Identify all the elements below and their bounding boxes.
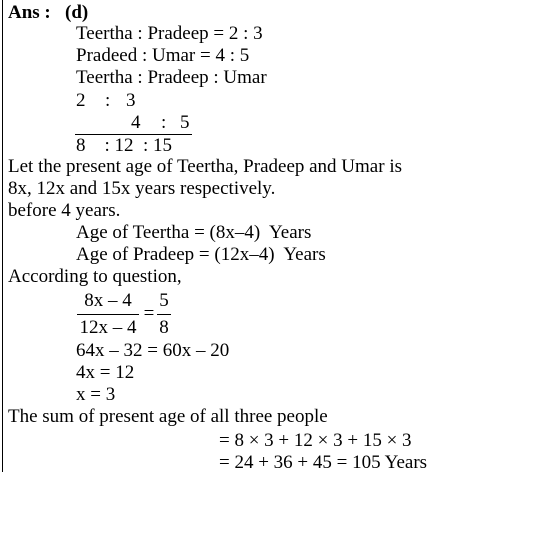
statement-line1: Let the present age of Teertha, Pradeep and Umar is: [8, 156, 402, 177]
rhs-numerator: 5: [159, 290, 169, 311]
sum-calc1: = 8 × 3 + 12 × 3 + 15 × 3: [219, 430, 412, 451]
ratio-teertha-pradeep: Teertha : Pradeep = 2 : 3: [76, 23, 263, 44]
age-teertha: Age of Teertha = (8x–4) Years: [76, 222, 312, 243]
step-2: 4x = 12: [76, 362, 135, 383]
left-margin-rule: [2, 0, 3, 472]
ratio-row2-sep: :: [161, 112, 167, 133]
question-intro: According to question,: [8, 266, 182, 287]
lhs-denominator: 12x – 4: [79, 317, 137, 338]
ratio-row1-b: 3: [126, 90, 136, 111]
step-3: x = 3: [76, 384, 116, 405]
ratio-row2-b: 5: [180, 112, 190, 133]
ratio-row1-sep: :: [105, 90, 111, 111]
ratio-pradeed-umar: Pradeed : Umar = 4 : 5: [76, 45, 250, 66]
lhs-fraction-bar: [77, 314, 139, 315]
answer-option: (d): [65, 2, 89, 23]
step-1: 64x – 32 = 60x – 20: [76, 340, 230, 361]
statement-line2: 8x, 12x and 15x years respectively.: [8, 178, 276, 199]
rhs-fraction-bar: [157, 314, 171, 315]
statement-line3: before 4 years.: [8, 200, 121, 221]
sum-intro: The sum of present age of all three people: [8, 406, 328, 427]
age-pradeep: Age of Pradeep = (12x–4) Years: [76, 244, 326, 265]
ratio-row2-a: 4: [131, 112, 141, 133]
rhs-denominator: 8: [159, 317, 169, 338]
combined-ratio-header: Teertha : Pradeep : Umar: [76, 67, 267, 88]
sum-calc2: = 24 + 36 + 45 = 105 Years: [219, 452, 428, 473]
answer-label: Ans :: [8, 2, 51, 23]
lhs-numerator: 8x – 4: [84, 290, 132, 311]
ratio-result: 8 : 12 : 15: [76, 135, 173, 156]
ratio-row1-a: 2: [76, 90, 86, 111]
fraction-equals: =: [143, 303, 155, 324]
